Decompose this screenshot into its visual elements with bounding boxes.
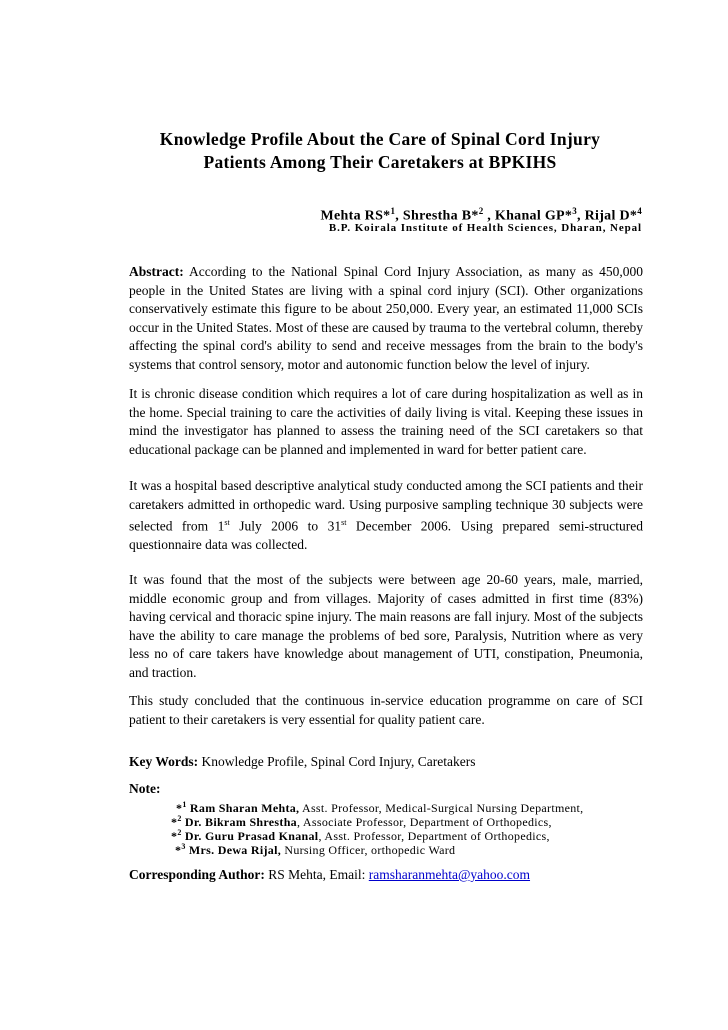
author-2: , Shrestha B*	[395, 208, 479, 224]
author-1-marker: 1	[390, 206, 396, 216]
ordinal-suffix-2: st	[341, 518, 347, 528]
note-4-name: Mrs. Dewa Rijal,	[185, 843, 282, 857]
note-2-mark: *	[171, 815, 178, 829]
note-2-name: Dr. Bikram Shrestha	[181, 815, 297, 829]
note-label: Note:	[129, 781, 161, 796]
title-line-2: Patients Among Their Caretakers at BPKIHS	[203, 152, 557, 172]
note-3-mark: *	[171, 829, 178, 843]
corresponding-label: Corresponding Author:	[129, 867, 265, 882]
abstract-paragraph-2: It is chronic disease condition which requires a lot of care during hospitalization as well as in the home. Special training to care the activities of daily living is vital. Keeping these issues in mind the investigator has planned to assess the training need of the SCI caretakers so that educational package can be planned and implemented in ward for better patient care.	[129, 386, 643, 457]
author-1: Mehta RS*	[320, 208, 391, 224]
author-2-marker: 2	[478, 206, 484, 216]
note-1-sup: 1	[182, 800, 187, 809]
abstract-p1-text: According to the National Spinal Cord Injury Association, as many as 450,000 people in the United States are living with a spinal cord injury (SCI). Other organizations conservatively estimate this figure to be about 250,000. Every year, an estimated 11,000 SCIs occur in the United States. Most of these are caused by trauma to the vertebral column, thereby affecting the spinal cord's ability to send and receive messages from the brain to the body's systems that control sensory, motor and autonomic function below the level of injury.	[129, 264, 643, 372]
note-1-name: Ram Sharan Mehta,	[186, 801, 300, 815]
abstract-p3-part-a: It was a hospital based descriptive analytical study conducted among the SCI patients and their caretakers admitted in orthopedic ward. Using purposive sampling technique 30 subjects were selected from 1	[129, 478, 643, 534]
note-4-mark: *	[175, 843, 182, 857]
keywords	[129, 753, 475, 771]
abstract-label: Abstract:	[129, 264, 184, 279]
abstract-paragraph-3	[129, 477, 643, 555]
abstract-paragraph-5: This study concluded that the continuous in-service education programme on care of SCI patient to their caretakers is very essential for quality patient care.	[129, 693, 643, 727]
author-4: , Rijal D*	[577, 208, 638, 224]
corresponding-text: RS Mehta, Email:	[264, 867, 369, 882]
note-4-role: Nursing Officer, orthopedic Ward	[281, 843, 456, 857]
keywords-text: Knowledge Profile, Spinal Cord Injury, Caretakers	[198, 754, 476, 769]
note-2-role: , Associate Professor, Department of Orthopedics,	[296, 815, 552, 829]
abstract-paragraph-1	[129, 263, 643, 375]
note-2-sup: 2	[177, 814, 182, 823]
keywords-label: Key Words:	[129, 754, 199, 769]
ordinal-suffix-1: st	[224, 518, 230, 528]
abstract-p3-part-c: December 2006. Using prepared semi-structured questionnaire data was collected.	[129, 518, 643, 553]
abstract-p3-part-b: July 2006 to 31	[229, 518, 342, 534]
note-4-sup: 3	[181, 842, 186, 851]
author-3: , Khanal GP*	[483, 208, 573, 224]
note-3-sup: 2	[177, 828, 182, 837]
email-link[interactable]: ramsharanmehta@yahoo.com	[368, 867, 531, 882]
note-item-4	[175, 839, 455, 858]
author-3-marker: 3	[572, 206, 578, 216]
affiliation: B.P. Koirala Institute of Health Sciences, Dharan, Nepal	[328, 222, 642, 234]
note-3-role: , Asst. Professor, Department of Orthopedics,	[318, 829, 550, 843]
note-1-role: Asst. Professor, Medical-Surgical Nursing Department,	[299, 801, 584, 815]
note-3-name: Dr. Guru Prasad Knanal	[181, 829, 319, 843]
author-4-marker: 4	[637, 206, 642, 216]
note-1-mark: *	[176, 801, 183, 815]
abstract-paragraph-4: It was found that the most of the subjects were between age 20-60 years, male, married, middle economic group and from villages. Majority of cases admitted in first time (83%) having cervical and thoracic spine injury. The main reasons are fall injury. Most of the subjects have the ability to care manage the problems of bed sore, Paralysis, Nutrition where as very less no of care takers have knowledge about management of UTI, constipation, Pneumonia, and traction.	[129, 572, 643, 680]
paper-title	[100, 128, 660, 174]
corresponding-author	[129, 866, 530, 884]
title-line-1: Knowledge Profile About the Care of Spinal Cord Injury	[159, 129, 601, 149]
